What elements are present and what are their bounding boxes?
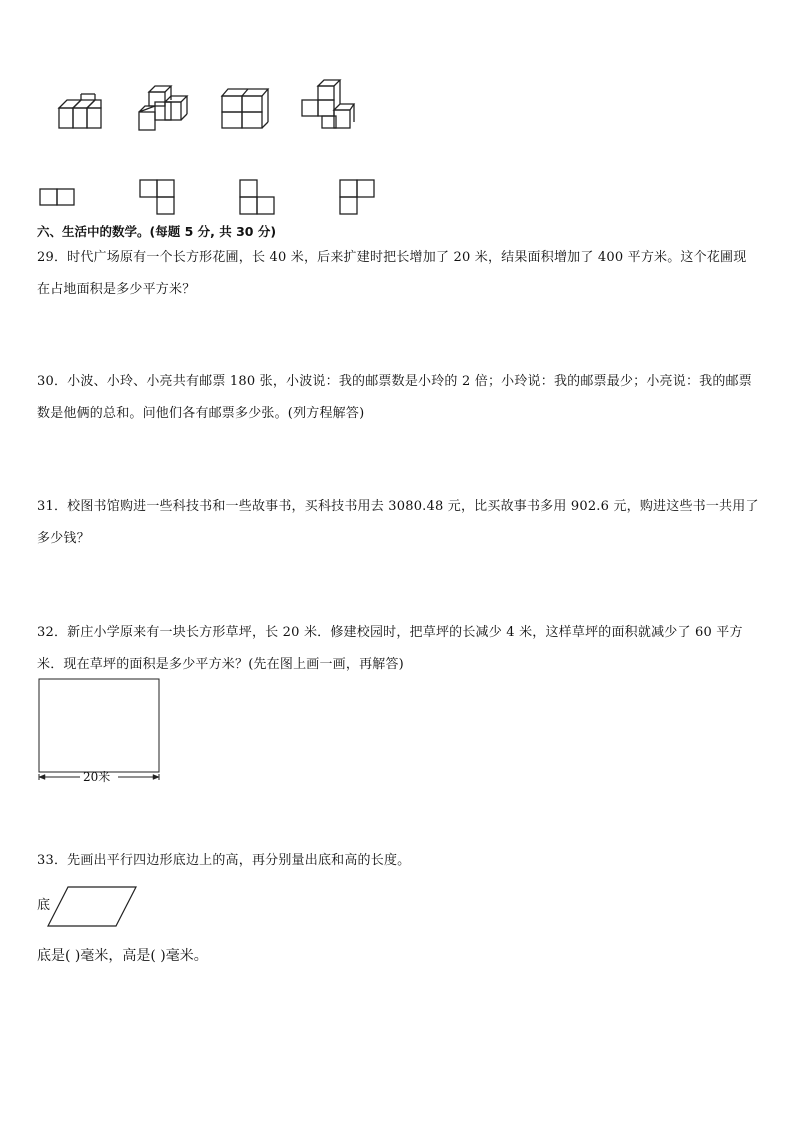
cube-figure-2 <box>135 82 190 134</box>
question-33 <box>37 845 759 877</box>
question-31-text: 31．校图书馆购进一些科技书和一些故事书，买科技书用去 3080.48 元，比买故事书多用 902.6 元，购进这些书一共用了多少钱？ <box>37 499 759 546</box>
question-30 <box>37 366 759 430</box>
question-32 <box>37 617 759 681</box>
view-figure-1 <box>38 185 78 209</box>
view-figure-2 <box>138 178 178 218</box>
section-heading: 六、生活中的数学。(每题 5 分, 共 30 分) <box>37 224 277 239</box>
question-31 <box>37 491 759 555</box>
cube-figure-1 <box>55 92 105 132</box>
question-29-text: 29．时代广场原有一个长方形花圃，长 40 米，后来扩建时把长增加了 20 米，结果面积增加了 400 平方米。这个花圃现在占地面积是多少平方米？ <box>37 250 747 297</box>
question-30-text: 30．小波、小玲、小亮共有邮票 180 张，小波说：我的邮票数是小玲的 2 倍；小玲说：我的邮票最少；小亮说：我的邮票数是他俩的总和。问他们各有邮票多少张。(列方程解答) <box>37 374 752 421</box>
view-figure-3 <box>238 178 278 218</box>
question-32-text: 32．新庄小学原来有一块长方形草坪，长 20 米．修建校园时，把草坪的长减少 4 米，这样草坪的面积就减少了 60 平方米．现在草坪的面积是多少平方米？(先在图上画一画，再解答) <box>37 625 743 672</box>
view-figure-4 <box>338 178 378 218</box>
question-33-text: 33．先画出平行四边形底边上的高，再分别量出底和高的长度。 <box>37 853 411 868</box>
question-29 <box>37 242 759 306</box>
parallelogram-figure <box>44 884 140 930</box>
lawn-length-label: 20米 <box>83 770 111 784</box>
base-label: 底 <box>37 898 51 913</box>
answer-line: 底是( )毫米，高是( )毫米。 <box>37 948 208 964</box>
cube-figure-4 <box>298 78 356 133</box>
cube-figure-3 <box>218 84 270 132</box>
